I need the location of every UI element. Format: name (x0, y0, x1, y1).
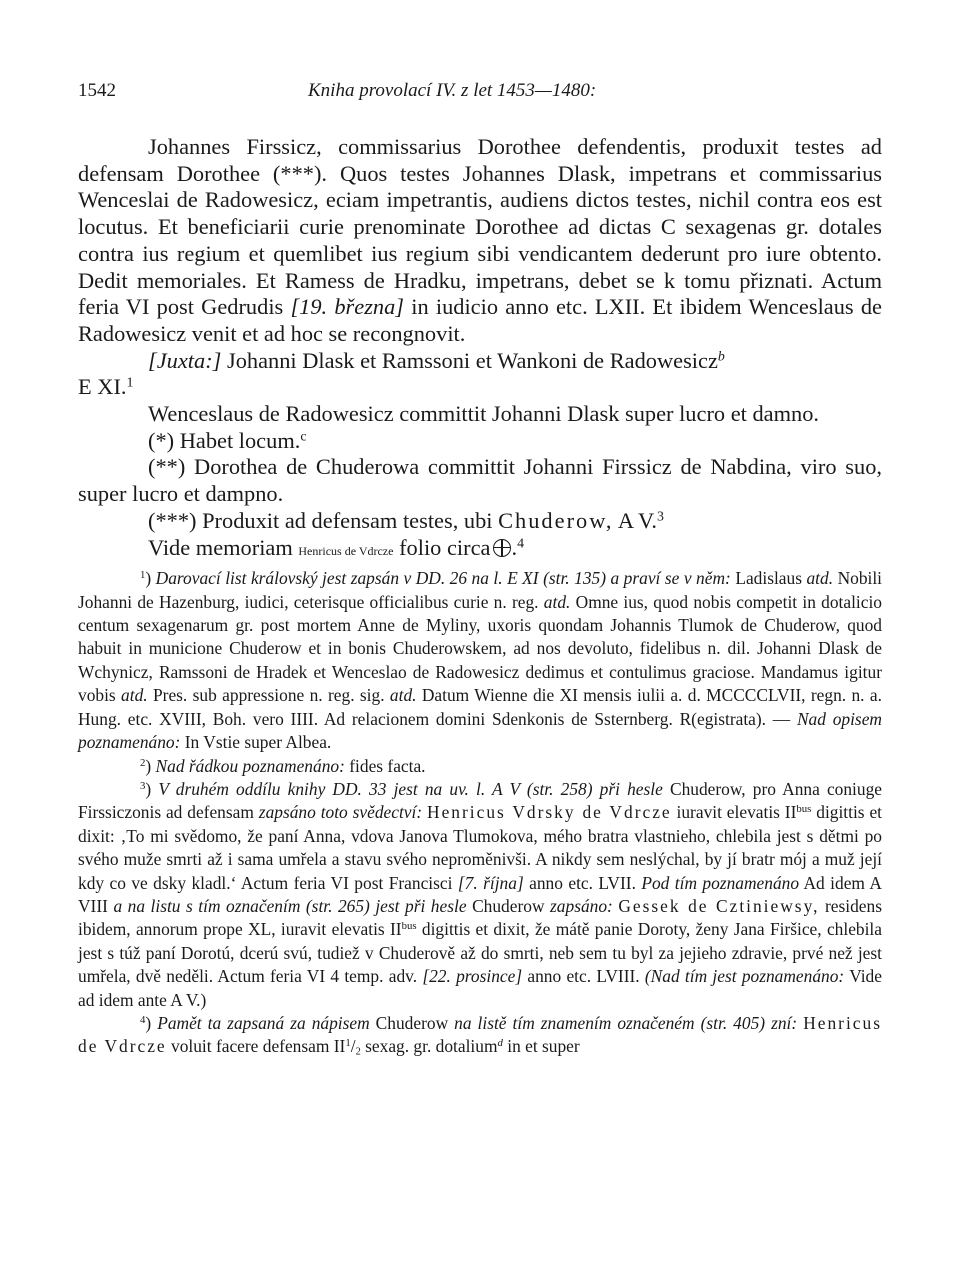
footnote-4: $^4$) Pamět ta zapsaná za nápisem Chuderow na listě tím znamením označeném (str. 405) zní: Henricus de Vdrcze voluit facere defensam $II^1/_2$ sexag. gr. dotalium$^d$ in et super (78, 1012, 882, 1058)
paragraph-record: Johannes Firssicz, commissarius Dorothee defendentis, produxit testes ad defensam Dorothee (***). Quos testes Johannes Dlask, impetrans et commissarius Wenceslai de Radowesicz, eciam impetrantis, audiens dictos testes, nichil contra eos est locutus. Et beneficiarii curie prenominate Dorothee ad dictas C sexagenas gr. dotales contra ius regium et quemlibet ius regium sibi vendicantem dederunt pro iure obtento. Dedit memoriales. Et Ramess de Hradku, impetrans, debet se k tomu přiznati. Actum feria VI post Gedrudis [19. března] in iudicio anno etc. LXII. Et ibidem Wenceslaus de Radowesicz venit et ad hoc se recongnovit. (78, 134, 882, 346)
running-title: Kniha provolací IV. z let 1453—1480: (308, 80, 597, 101)
page-number: 1542 (78, 80, 116, 101)
paragraph-commit-2: (**) Dorothea de Chuderowa committit Johanni Firssicz de Nabdina, viro suo, super lucro et dampno. (78, 454, 882, 507)
footnote-1: $^1$) Darovací list královský jest zapsán v DD. 26 na l. E XI (str. 135) a praví se v něm: Ladislaus atd. Nobili Johanni de Hazenburg, iudici, ceterisque officialibus curie n. reg. atd. Omne ius, quod nobis competit in dotalicio centum sexagenarum gr. post mortem Anne de Myliny, uxoris quondam Johannis Tlumok de Chuderow, quod habuit in municione Chuderow et in bonis Chuderowskem, ad nos devoluto, fidelibus n. dil. Johanni Dlask de Wchynicz, Ramssoni de Hradek et Wenceslao de Radowesicz dedimus et contulimus graciose. Mandamus igitur vobis atd. Pres. sub appressione n. reg. sig. atd. Datum Wienne die XI mensis iulii a. d. MCCCCLVII, regn. n. a. Hung. etc. XVIII, Boh. vero IIII. Ad relacionem domini Sdenkonis de Ssternberg. R(egistrata). — Nad opisem poznamenáno: In Vstie super Albea. (78, 568, 883, 753)
date-annotation: [19. března] (290, 294, 405, 320)
paragraph-commit-1: Wenceslaus de Radowesicz committit Johanni Dlask super lucro et damno. (148, 401, 819, 427)
page (78, 80, 882, 1064)
main-text (78, 134, 882, 564)
footnotes (78, 567, 882, 1064)
juxta-label: [Juxta:] (148, 347, 222, 373)
paragraph-ex: E XI.$^1$ (78, 374, 134, 400)
running-header (78, 80, 882, 104)
paragraph-produxit: (***) Produxit ad defensam testes, ubi Chuderow, A V.$^3$ (148, 507, 664, 533)
paragraph-habet: (*) Habet locum.$^c$ (148, 427, 307, 453)
footnote-3: $^3$) V druhém oddílu knihy DD. 33 jest na uv. l. A V (str. 258) při hesle Chuderow, pro Anna coniuge Firssiczonis ad defensam zapsáno toto svědectví: Henricus Vdrsky de Vdrcze iuravit elevatis $II^{bus}$ digittis et dixit: ‚To mi svědomo, že paní Anna, vdova Janova Tlumokova, mého bratra vlastnieho, chlebila jest s dětmi po svého muže smrti až i sama umřela a stavu svého neproměnivši. A nikdy sem neslýchal, by jí bratr mój a muž její kdy co ve dsky kladl.‘ Actum feria VI post Francisci [7. října] anno etc. LVII. Pod tím poznamenáno Ad idem A VIII a na listu s tím označením (str. 265) jest při hesle Chuderow zapsáno: Gessek de Cztiniewsy, residens ibidem, annorum prope XL, iuravit elevatis $II^{bus}$ digittis et dixit, že mátě panie Doroty, ženy Jana Firšice, chlebila jest s túž paní Dorotú, dcerú svú, tudiež v Chuderově až do smrti, neb sem tu byl za jejieho zdravie, prvé než jest umřela, dvě neděli. Actum feria VI 4 temp. adv. [22. prosince] anno etc. LVIII. (Nad tím jest poznamenáno: Vide ad idem ante A V.) (78, 778, 882, 1010)
cross-circle-icon (493, 539, 511, 557)
footnote-2: $^2$) Nad řádkou poznamenáno: fides facta. (140, 755, 426, 776)
paragraph-juxta: [Juxta:] Johanni Dlask et Ramssoni et Wankoni de Radowesicz$^b$ (148, 347, 725, 373)
paragraph-vide: Vide memoriam Henricus de Vdrcze folio circa .$^4$ (148, 534, 525, 560)
